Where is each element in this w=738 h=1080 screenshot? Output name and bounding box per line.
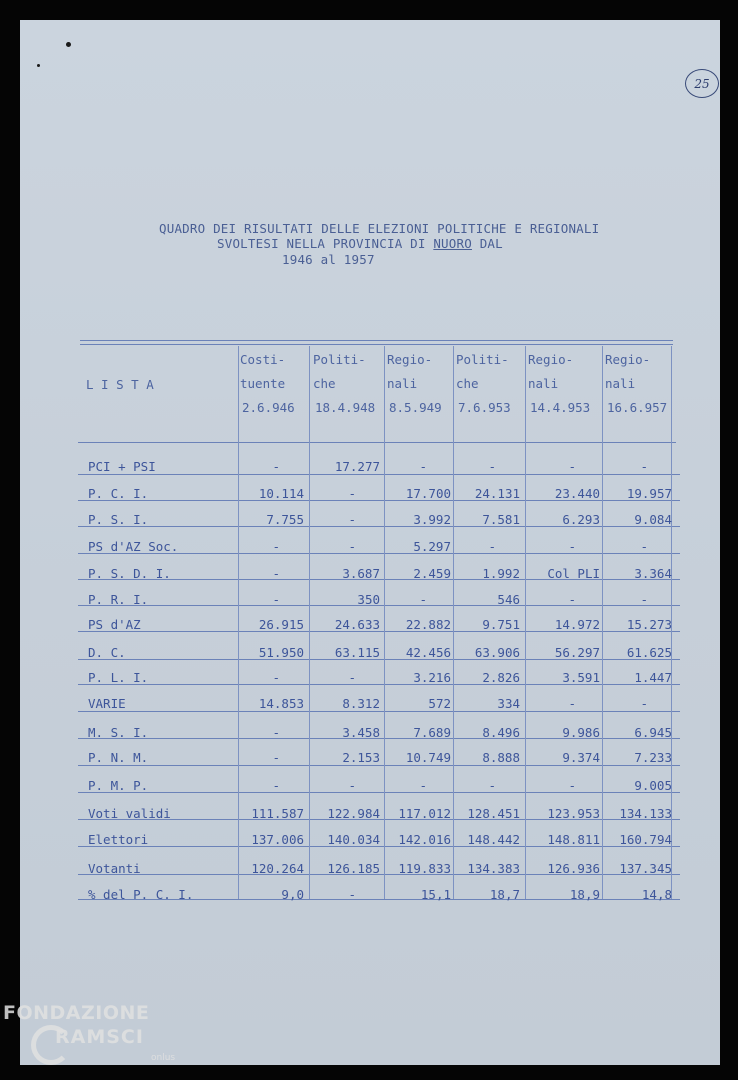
- table-cell: -: [568, 459, 576, 474]
- table-cell: 128.451: [467, 806, 520, 821]
- row-label: D. C.: [88, 645, 126, 660]
- row-label: P. R. I.: [88, 592, 149, 607]
- table-cell: -: [640, 539, 648, 554]
- table-cell: 137.006: [251, 832, 304, 847]
- table-rule: [78, 442, 676, 443]
- table-rule: [78, 474, 680, 475]
- table-cell: 9.751: [482, 617, 520, 632]
- table-cell: 23.440: [554, 486, 600, 501]
- table-cell: -: [640, 459, 648, 474]
- column-header: Politi-: [456, 352, 509, 367]
- table-cell: 334: [497, 696, 520, 711]
- table-cell: 8.888: [482, 750, 520, 765]
- table-cell: -: [419, 459, 427, 474]
- table-column-rule: [453, 346, 454, 899]
- table-cell: -: [640, 592, 648, 607]
- column-header-date: 7.6.953: [458, 400, 511, 415]
- table-cell: 51.950: [258, 645, 304, 660]
- table-cell: 3.216: [413, 670, 451, 685]
- punch-hole: [66, 42, 71, 47]
- row-label: P. S. I.: [88, 512, 149, 527]
- table-cell: 14,8: [641, 887, 672, 902]
- table-cell: 3.992: [413, 512, 451, 527]
- table-cell: 2.459: [413, 566, 451, 581]
- column-header-date: 2.6.946: [242, 400, 295, 415]
- table-cell: 7.689: [413, 725, 451, 740]
- table-rule: [78, 711, 680, 712]
- table-cell: -: [348, 539, 356, 554]
- table-cell: 140.034: [327, 832, 380, 847]
- table-cell: 2.826: [482, 670, 520, 685]
- table-cell: -: [488, 459, 496, 474]
- table-cell: 148.811: [547, 832, 600, 847]
- table-cell: 17.700: [405, 486, 451, 501]
- column-header: che: [313, 376, 336, 391]
- table-cell: 137.345: [619, 861, 672, 876]
- column-header: nali: [528, 376, 559, 391]
- table-cell: Col PLI: [547, 566, 600, 581]
- row-label: Voti validi: [88, 806, 171, 821]
- table-column-rule: [602, 346, 603, 899]
- table-cell: 7.581: [482, 512, 520, 527]
- column-header: Regio-: [605, 352, 651, 367]
- table-cell: -: [419, 592, 427, 607]
- table-column-rule: [238, 346, 239, 899]
- table-cell: -: [272, 539, 280, 554]
- table-column-rule: [309, 346, 310, 899]
- table-cell: -: [348, 512, 356, 527]
- table-cell: 9.084: [634, 512, 672, 527]
- table-cell: -: [568, 592, 576, 607]
- table-cell: -: [488, 778, 496, 793]
- title-line-2: SVOLTESI NELLA PROVINCIA DI NUORO DAL: [217, 236, 503, 251]
- table-cell: -: [272, 592, 280, 607]
- table-cell: 10.114: [258, 486, 304, 501]
- column-header: Regio-: [387, 352, 433, 367]
- table-cell: 3.591: [562, 670, 600, 685]
- table-cell: 6.945: [634, 725, 672, 740]
- column-header-date: 8.5.949: [389, 400, 442, 415]
- table-cell: 350: [357, 592, 380, 607]
- page-number-stamp: 25: [685, 69, 719, 98]
- column-header: che: [456, 376, 479, 391]
- table-rule: [78, 792, 680, 793]
- table-cell: 119.833: [398, 861, 451, 876]
- table-column-rule: [525, 346, 526, 899]
- table-cell: 123.953: [547, 806, 600, 821]
- column-header: nali: [387, 376, 418, 391]
- table-cell: -: [272, 566, 280, 581]
- table-cell: 18,9: [569, 887, 600, 902]
- row-label: P. M. P.: [88, 778, 149, 793]
- table-cell: 9.005: [634, 778, 672, 793]
- table-cell: 42.456: [405, 645, 451, 660]
- row-label: P. L. I.: [88, 670, 149, 685]
- table-cell: 142.016: [398, 832, 451, 847]
- table-cell: -: [488, 539, 496, 554]
- table-cell: -: [272, 778, 280, 793]
- table-cell: 9.986: [562, 725, 600, 740]
- title-line-3: 1946 al 1957: [282, 252, 375, 267]
- table-cell: 14.972: [554, 617, 600, 632]
- row-label: Elettori: [88, 832, 149, 847]
- row-label: VARIE: [88, 696, 126, 711]
- table-rule: [78, 765, 680, 766]
- row-label: Votanti: [88, 861, 141, 876]
- column-header-date: 18.4.948: [315, 400, 376, 415]
- table-cell: 63.906: [474, 645, 520, 660]
- table-cell: 17.277: [334, 459, 380, 474]
- table-cell: 26.915: [258, 617, 304, 632]
- table-cell: -: [568, 696, 576, 711]
- table-cell: 2.153: [342, 750, 380, 765]
- table-cell: 9,0: [281, 887, 304, 902]
- table-column-rule: [384, 346, 385, 899]
- lista-header: L I S T A: [86, 377, 154, 392]
- table-cell: 24.633: [334, 617, 380, 632]
- table-cell: 572: [428, 696, 451, 711]
- table-cell: 122.984: [327, 806, 380, 821]
- table-cell: 7.233: [634, 750, 672, 765]
- table-cell: 15,1: [420, 887, 451, 902]
- table-cell: 6.293: [562, 512, 600, 527]
- table-cell: 8.496: [482, 725, 520, 740]
- table-cell: 61.625: [626, 645, 672, 660]
- table-cell: -: [640, 696, 648, 711]
- table-cell: 8.312: [342, 696, 380, 711]
- column-header: tuente: [240, 376, 286, 391]
- title-line-1: QUADRO DEI RISULTATI DELLE ELEZIONI POLITICHE E REGIONALI: [159, 221, 600, 236]
- table-cell: 148.442: [467, 832, 520, 847]
- column-header: Politi-: [313, 352, 366, 367]
- row-label: M. S. I.: [88, 725, 149, 740]
- table-cell: 126.936: [547, 861, 600, 876]
- table-cell: 160.794: [619, 832, 672, 847]
- table-cell: -: [272, 725, 280, 740]
- table-cell: -: [568, 539, 576, 554]
- table-cell: 9.374: [562, 750, 600, 765]
- punch-hole: [37, 64, 40, 67]
- table-rule: [80, 340, 673, 341]
- table-cell: -: [348, 887, 356, 902]
- table-cell: 63.115: [334, 645, 380, 660]
- table-cell: 15.273: [626, 617, 672, 632]
- row-label: % del P. C. I.: [88, 887, 194, 902]
- table-cell: 1.992: [482, 566, 520, 581]
- table-cell: 19.957: [626, 486, 672, 501]
- fondazione-gramsci-watermark: FONDAZIONE RAMSCI onlus: [3, 1002, 176, 1063]
- table-cell: 3.458: [342, 725, 380, 740]
- column-header: Costi-: [240, 352, 286, 367]
- table-rule: [80, 344, 673, 345]
- table-cell: -: [419, 778, 427, 793]
- row-label: PS d'AZ: [88, 617, 141, 632]
- column-header-date: 16.6.957: [607, 400, 668, 415]
- table-cell: 22.882: [405, 617, 451, 632]
- table-cell: 1.447: [634, 670, 672, 685]
- table-cell: -: [568, 778, 576, 793]
- table-cell: -: [272, 670, 280, 685]
- table-cell: 3.687: [342, 566, 380, 581]
- row-label: P. C. I.: [88, 486, 149, 501]
- row-label: P. N. M.: [88, 750, 149, 765]
- table-cell: -: [272, 750, 280, 765]
- table-cell: 5.297: [413, 539, 451, 554]
- table-cell: 126.185: [327, 861, 380, 876]
- table-cell: 56.297: [554, 645, 600, 660]
- table-cell: -: [272, 459, 280, 474]
- table-cell: 117.012: [398, 806, 451, 821]
- table-cell: -: [348, 486, 356, 501]
- row-label: PS d'AZ Soc.: [88, 539, 179, 554]
- column-header-date: 14.4.953: [530, 400, 591, 415]
- table-cell: 10.749: [405, 750, 451, 765]
- table-cell: 14.853: [258, 696, 304, 711]
- table-cell: 3.364: [634, 566, 672, 581]
- table-cell: 18,7: [489, 887, 520, 902]
- row-label: PCI + PSI: [88, 459, 156, 474]
- column-header: Regio-: [528, 352, 574, 367]
- province-name: NUORO: [433, 236, 472, 251]
- table-cell: 120.264: [251, 861, 304, 876]
- table-cell: 134.383: [467, 861, 520, 876]
- table-cell: 111.587: [251, 806, 304, 821]
- table-cell: 24.131: [474, 486, 520, 501]
- table-cell: 134.133: [619, 806, 672, 821]
- table-cell: 546: [497, 592, 520, 607]
- table-cell: 7.755: [266, 512, 304, 527]
- row-label: P. S. D. I.: [88, 566, 171, 581]
- table-cell: -: [348, 778, 356, 793]
- column-header: nali: [605, 376, 636, 391]
- table-cell: -: [348, 670, 356, 685]
